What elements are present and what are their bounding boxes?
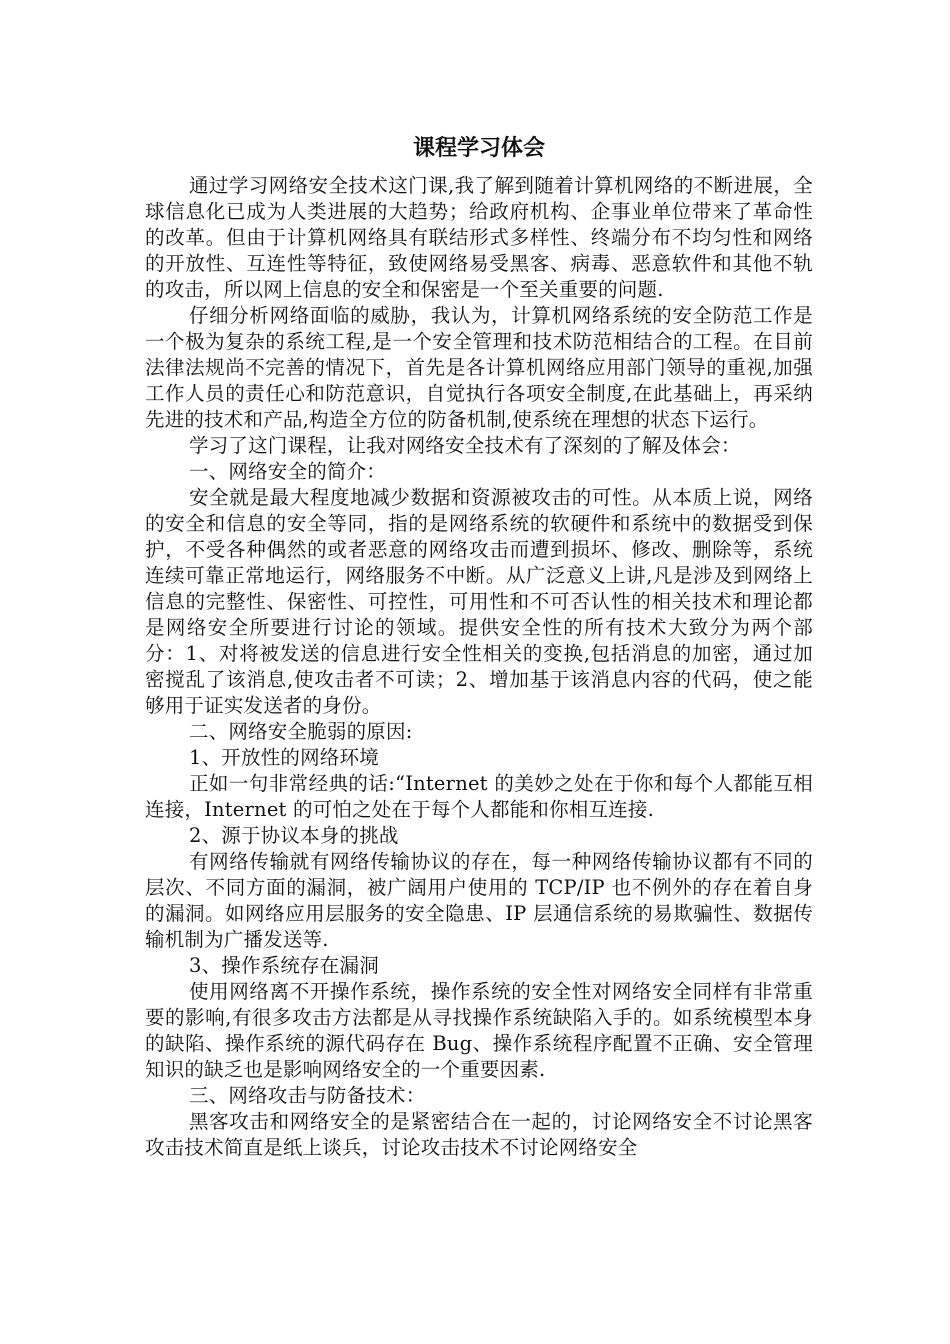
- paragraph-os-vulnerability: 使用网络离不开操作系统，操作系统的安全性对网络安全同样有非常重要的影响,有很多攻击方法都是从寻找操作系统缺陷入手的。如系统模型本身的缺陷、操作系统的源代码存在 Bug、操作系统程序配置不正确、安全管理知识的缺乏也是影响网络安全的一个重要因素.: [145, 980, 813, 1081]
- paragraph-attack-defense: 黑客攻击和网络安全的是紧密结合在一起的，讨论网络安全不讨论黑客攻击技术简直是纸上谈兵，讨论攻击技术不讨论网络安全: [145, 1110, 813, 1159]
- paragraph-open-network: 正如一句非常经典的话:“Internet 的美妙之处在于你和每个人都能互相连接，Internet 的可怕之处在于每个人都能和你相互连接.: [145, 772, 813, 821]
- document-body: [145, 133, 813, 1161]
- paragraph-intro: 通过学习网络安全技术这门课,我了解到随着计算机网络的不断进展，全球信息化已成为人类进展的大趋势；给政府机构、企事业单位带来了革命性的改革。但由于计算机网络具有联结形式多样性、终端分布不均匀性和网络的开放性、互连性等特征，致使网络易受黑客、病毒、恶意软件和其他不轨的攻击，所以网上信息的安全和保密是一个至关重要的问题.: [145, 174, 813, 301]
- section-heading-2: 二、网络安全脆弱的原因:: [189, 720, 413, 743]
- subheading-open-network: 1、开放性的网络环境: [189, 746, 379, 769]
- section-heading-1: 一、网络安全的简介：: [189, 460, 387, 483]
- section-heading-3: 三、网络攻击与防备技术：: [189, 1084, 426, 1107]
- subheading-os-vulnerability: 3、操作系统存在漏洞: [189, 954, 379, 977]
- subheading-protocol: 2、源于协议本身的挑战: [189, 824, 399, 847]
- paragraph-protocol: 有网络传输就有网络传输协议的存在，每一种网络传输协议都有不同的层次、不同方面的漏洞，被广阔用户使用的 TCP/IP 也不例外的存在着自身的漏洞。如网络应用层服务的安全隐患、IP 层通信系统的易欺骗性、数据传输机制为广播发送等.: [145, 850, 813, 951]
- paragraph-security-definition: 安全就是最大程度地减少数据和资源被攻击的可性。从本质上说，网络的安全和信息的安全等同，指的是网络系统的软硬件和系统中的数据受到保护，不受各种偶然的或者恶意的网络攻击而遭到损坏、修改、删除等，系统连续可靠正常地运行，网络服务不中断。从广泛意义上讲,凡是涉及到网络上信息的完整性、保密性、可控性，可用性和不可否认性的相关技术和理论都是网络安全所要进行讨论的领域。提供安全性的所有技术大致分为两个部分：1、对将被发送的信息进行安全性相关的变换,包括消息的加密，通过加密搅乱了该消息,使攻击者不可读；2、增加基于该消息内容的代码，使之能够用于证实发送者的身份。: [145, 486, 813, 717]
- paragraph-analysis: 仔细分析网络面临的威胁，我认为，计算机网络系统的安全防范工作是一个极为复杂的系统工程,是一个安全管理和技术防范相结合的工程。在目前法律法规尚不完善的情况下，首先是各计算机网络应用部门领导的重视,加强工作人员的责任心和防范意识，自觉执行各项安全制度,在此基础上，再采纳先进的技术和产品,构造全方位的防备机制,使系统在理想的状态下运行。: [145, 304, 813, 431]
- document-title: 课程学习体会: [412, 135, 545, 161]
- paragraph-learning: 学习了这门课程，让我对网络安全技术有了深刻的了解及体会：: [189, 434, 741, 457]
